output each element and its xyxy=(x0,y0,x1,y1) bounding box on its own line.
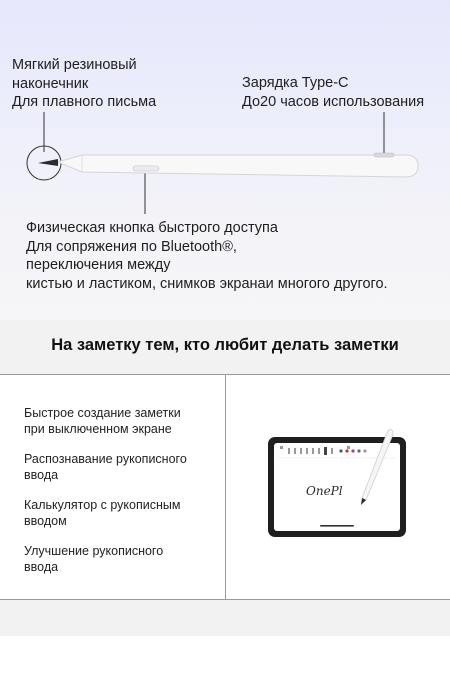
feature-item xyxy=(24,405,219,437)
pencil-tip-icon xyxy=(38,159,58,166)
features-divider xyxy=(225,375,226,599)
button-caption-line: Физическая кнопка быстрого доступа xyxy=(26,220,278,236)
charge-caption-line: До20 часов использования xyxy=(242,93,425,110)
feature-line: ввода xyxy=(24,468,59,482)
handwriting-sample: OnePl xyxy=(306,484,343,498)
feature-line: Улучшение рукописного xyxy=(24,544,164,558)
section-title-band xyxy=(0,320,450,374)
tip-caption-line: Для плавного письма xyxy=(12,94,157,110)
features-panel xyxy=(0,374,450,600)
feature-item xyxy=(24,497,219,529)
side-button-icon xyxy=(133,166,159,171)
feature-line: ввода xyxy=(24,560,59,574)
tip-caption xyxy=(12,56,156,112)
section-title: На заметку тем, кто любит делать заметки xyxy=(51,336,399,354)
feature-line: Калькулятор с рукописным xyxy=(24,498,181,512)
button-caption-line: кистью и ластиком, снимков экранаи многого другого. xyxy=(26,275,388,292)
tablet-illustration xyxy=(262,425,412,545)
charge-port-icon xyxy=(374,153,394,157)
tip-caption-line: Мягкий резиновый xyxy=(12,57,137,73)
charge-caption xyxy=(242,74,424,111)
feature-item xyxy=(24,451,219,483)
tip-caption-line: наконечник xyxy=(12,75,89,92)
feature-line: Распознавание рукописного xyxy=(24,452,187,466)
bottom-band xyxy=(0,600,450,636)
feature-item xyxy=(24,543,219,575)
charge-caption-line: Зарядка Type-C xyxy=(242,75,349,91)
hero-section xyxy=(0,0,450,320)
feature-line: Быстрое создание заметки xyxy=(24,406,181,420)
button-caption xyxy=(26,219,388,293)
feature-line: вводом xyxy=(24,514,67,528)
button-caption-line: переключения между xyxy=(26,257,171,273)
feature-line: при выключенном экране xyxy=(24,422,172,436)
button-caption-line: Для сопряжения по Bluetooth®, xyxy=(26,238,237,255)
feature-list xyxy=(24,405,219,589)
footer-area xyxy=(0,636,450,675)
